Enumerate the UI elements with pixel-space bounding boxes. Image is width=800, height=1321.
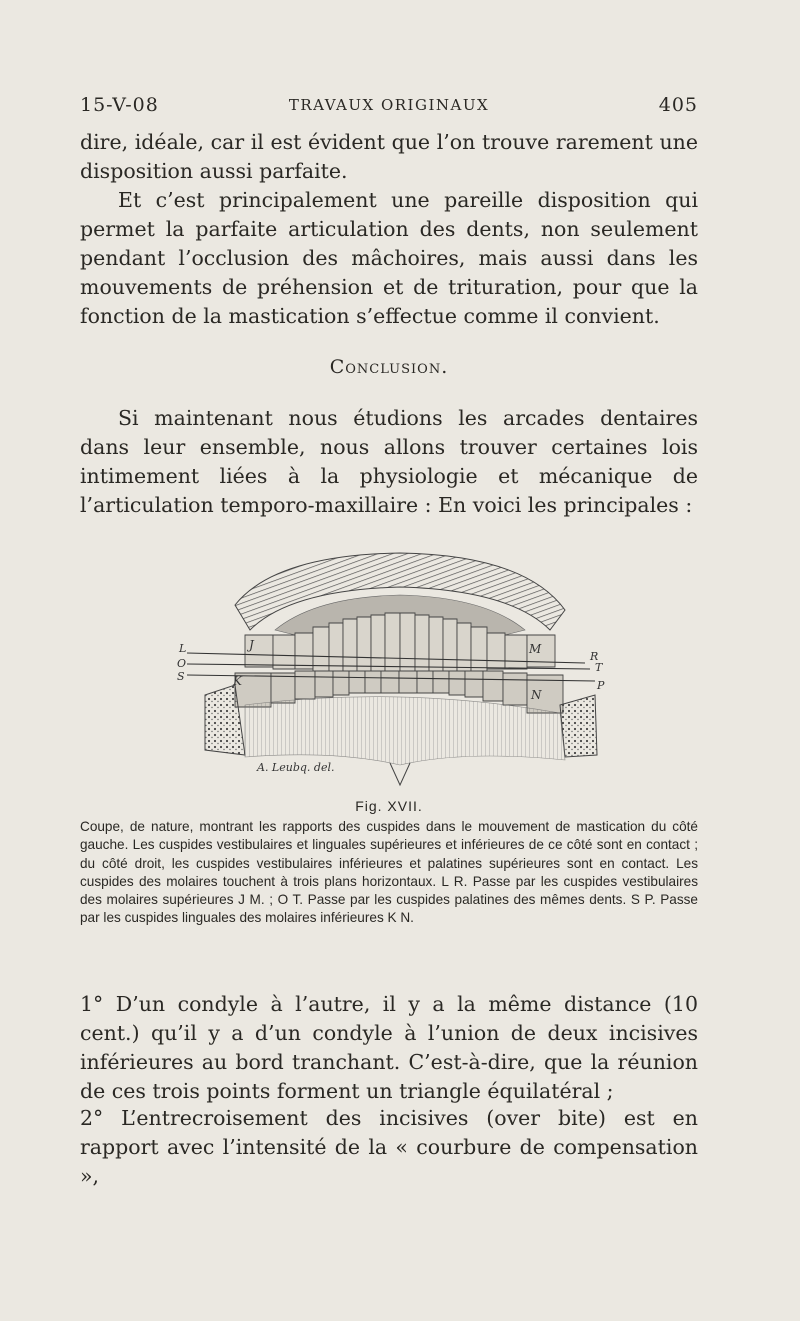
- label-R: R: [590, 650, 599, 663]
- paragraph-continuation: dire, idéale, car il est évident que l’on trouve rarement une disposition aussi parfaite.: [80, 130, 698, 183]
- label-M: M: [529, 642, 542, 656]
- label-S: S: [177, 670, 185, 683]
- paragraph-point-1: 1° D’un condyle à l’autre, il y a la même distance (10 cent.) qu’il y a d’un condyle à l’union de deux incisives inférieures au bord tranchant. C’est-à-dire, que la réunion de ces trois points forment un triangle équilatéral ;: [80, 992, 698, 1103]
- running-header: [80, 94, 698, 120]
- figure-label: Fig. XVII.: [355, 798, 423, 814]
- section-heading: Conclusion.: [329, 356, 449, 378]
- paragraph-articulation: Et c’est principalement une pareille disposition qui permet la parfaite articulation des dents, non seulement pendant l’occlusion des mâchoires, mais aussi dans les mouvements de préhension et de trituration, pour que la fonction de la mastication s’effectue comme il convient.: [80, 188, 698, 328]
- label-N: N: [531, 688, 542, 702]
- dental-arch-illustration: [165, 535, 635, 790]
- paragraph-point-2: 2° L’entrecroisement des incisives (over bite) est en rapport avec l’intensité de la « courbure de compensation »,: [80, 1106, 698, 1188]
- label-P: P: [597, 679, 605, 692]
- illustrator-signature: A. Leubq. del.: [257, 761, 335, 774]
- paragraph-conclusion-intro: Si maintenant nous étudions les arcades dentaires dans leur ensemble, nous allons trouver certaines lois intimement liées à la physiologie et mécanique de l’articulation temporo-maxillaire : En voici les principales :: [80, 406, 698, 517]
- figure-caption: Coupe, de nature, montrant les rapports des cuspides dans le mouvement de mastication du côté gauche. Les cuspides vestibulaires et linguales supérieures et inférieures de ce côté sont en contact ; du côté droit, les cuspides vestibulaires inférieures et palatines supérieures sont en contact. Les cuspides des molaires touchent à trois plans horizontaux. L R. Passe par les cuspides vestibulaires des molaires supérieures J M. ; O T. Passe par les cuspides palatines des mêmes dents. S P. Passe par les cuspides linguales des molaires inférieures K N.: [80, 819, 698, 926]
- label-K: K: [233, 674, 242, 688]
- page-number: 405: [658, 94, 698, 116]
- issue-date: 15-V-08: [80, 94, 159, 116]
- label-J: J: [249, 638, 254, 652]
- chin-tip: [390, 763, 410, 785]
- right-jaw-bone: [560, 695, 597, 757]
- mandible-shade: [245, 697, 565, 765]
- label-L: L: [179, 642, 187, 655]
- label-T: T: [595, 661, 603, 674]
- running-title: TRAVAUX ORIGINAUX: [288, 96, 490, 114]
- label-O: O: [177, 657, 187, 670]
